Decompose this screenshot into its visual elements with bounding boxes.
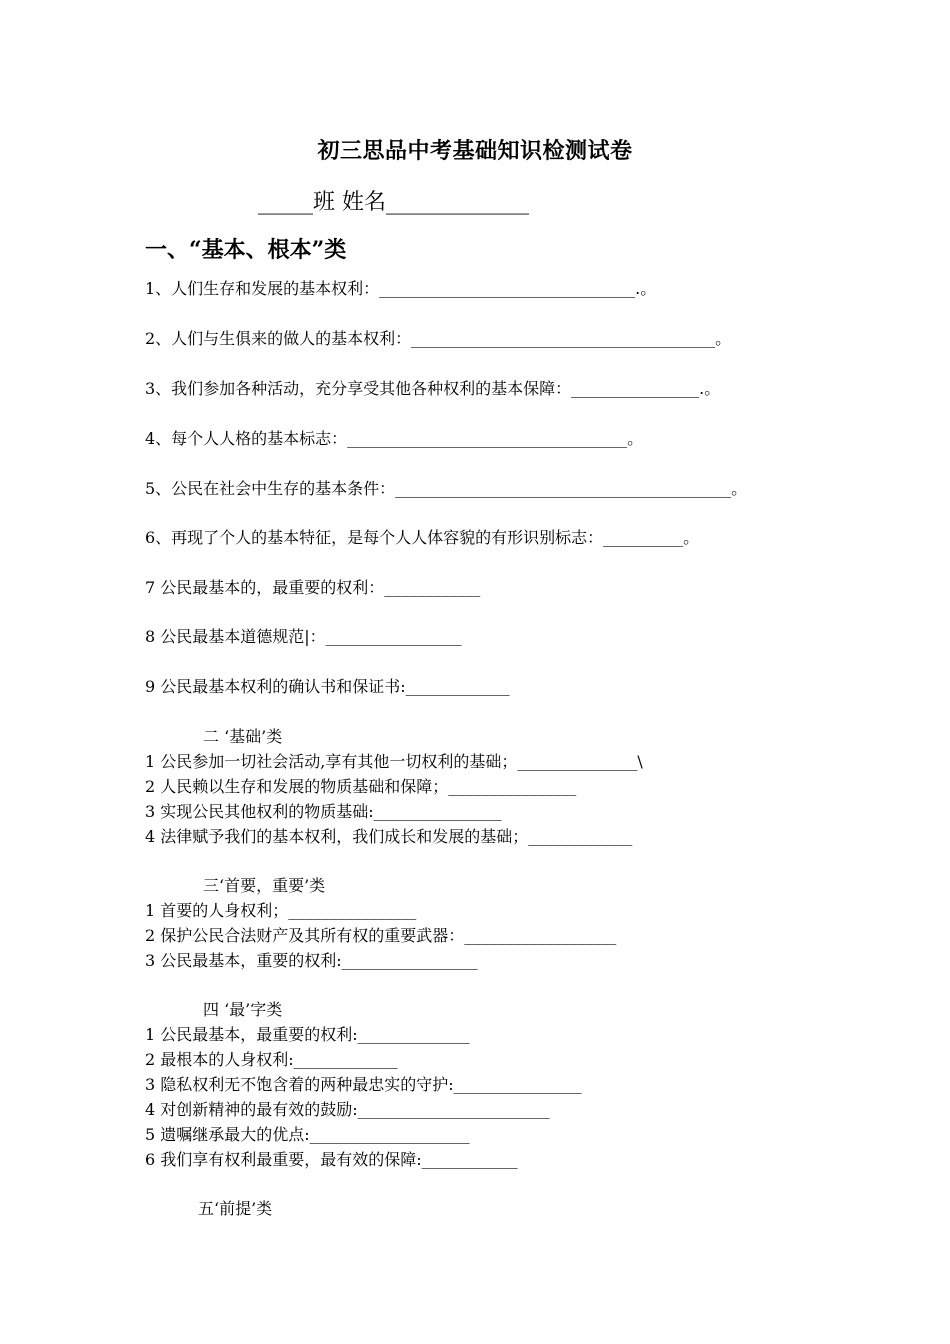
question-item: 2、人们与生俱来的做人的基本权利：______________________________________。 — [145, 329, 732, 348]
question-item: 6、再现了个人的基本特征，是每个人人体容貌的有形识别标志：__________。 — [145, 528, 700, 547]
question-item: 1 公民参加一切社会活动,享有其他一切权利的基础；_______________\ — [145, 752, 643, 771]
section-heading-foundation: 二 ‘基础’类 — [203, 727, 283, 746]
question-item: 5、公民在社会中生存的基本条件：__________________________________________。 — [145, 479, 748, 498]
section-heading-primary: 三‘首要，重要’类 — [203, 876, 326, 895]
question-item: 8 公民最基本道德规范|：_________________ — [145, 627, 462, 646]
question-item: 3 公民最基本，重要的权利:_________________ — [145, 951, 478, 970]
question-item: 4 法律赋予我们的基本权利，我们成长和发展的基础；_____________ — [145, 827, 633, 846]
question-item: 2 最根本的人身权利:_____________ — [145, 1050, 398, 1069]
question-item: 1 公民最基本，最重要的权利:______________ — [145, 1025, 470, 1044]
question-item: 3、我们参加各种活动，充分享受其他各种权利的基本保障：________________.。 — [145, 379, 721, 398]
question-item: 3 实现公民其他权利的物质基础:________________ — [145, 802, 502, 821]
question-item: 4、每个人人格的基本标志：___________________________________。 — [145, 429, 644, 448]
question-item: 5 遗嘱继承最大的优点:____________________ — [145, 1125, 470, 1144]
question-item: 1、人们生存和发展的基本权利：________________________________.。 — [145, 279, 657, 298]
question-item: 3 隐私权利无不饱含着的两种最忠实的守护:________________ — [145, 1075, 582, 1094]
section-heading-most: 四 ‘最’字类 — [203, 1000, 283, 1019]
section-heading-basic: 一、“基本、根本”类 — [145, 237, 347, 263]
question-item: 2 人民赖以生存和发展的物质基础和保障；________________ — [145, 777, 577, 796]
question-item: 1 首要的人身权利；________________ — [145, 901, 417, 920]
page-title: 初三思品中考基础知识检测试卷 — [317, 138, 633, 164]
question-item: 4 对创新精神的最有效的鼓励:________________________ — [145, 1100, 550, 1119]
question-item: 6 我们享有权利最重要，最有效的保障:____________ — [145, 1150, 518, 1169]
class-name-field: _____班 姓名_____________ — [258, 190, 529, 215]
question-item: 2 保护公民合法财产及其所有权的重要武器：___________________ — [145, 926, 617, 945]
question-item: 9 公民最基本权利的确认书和保证书:_____________ — [145, 677, 510, 696]
section-heading-premise: 五‘前提’类 — [198, 1199, 273, 1218]
question-item: 7 公民最基本的，最重要的权利：____________ — [145, 578, 481, 597]
